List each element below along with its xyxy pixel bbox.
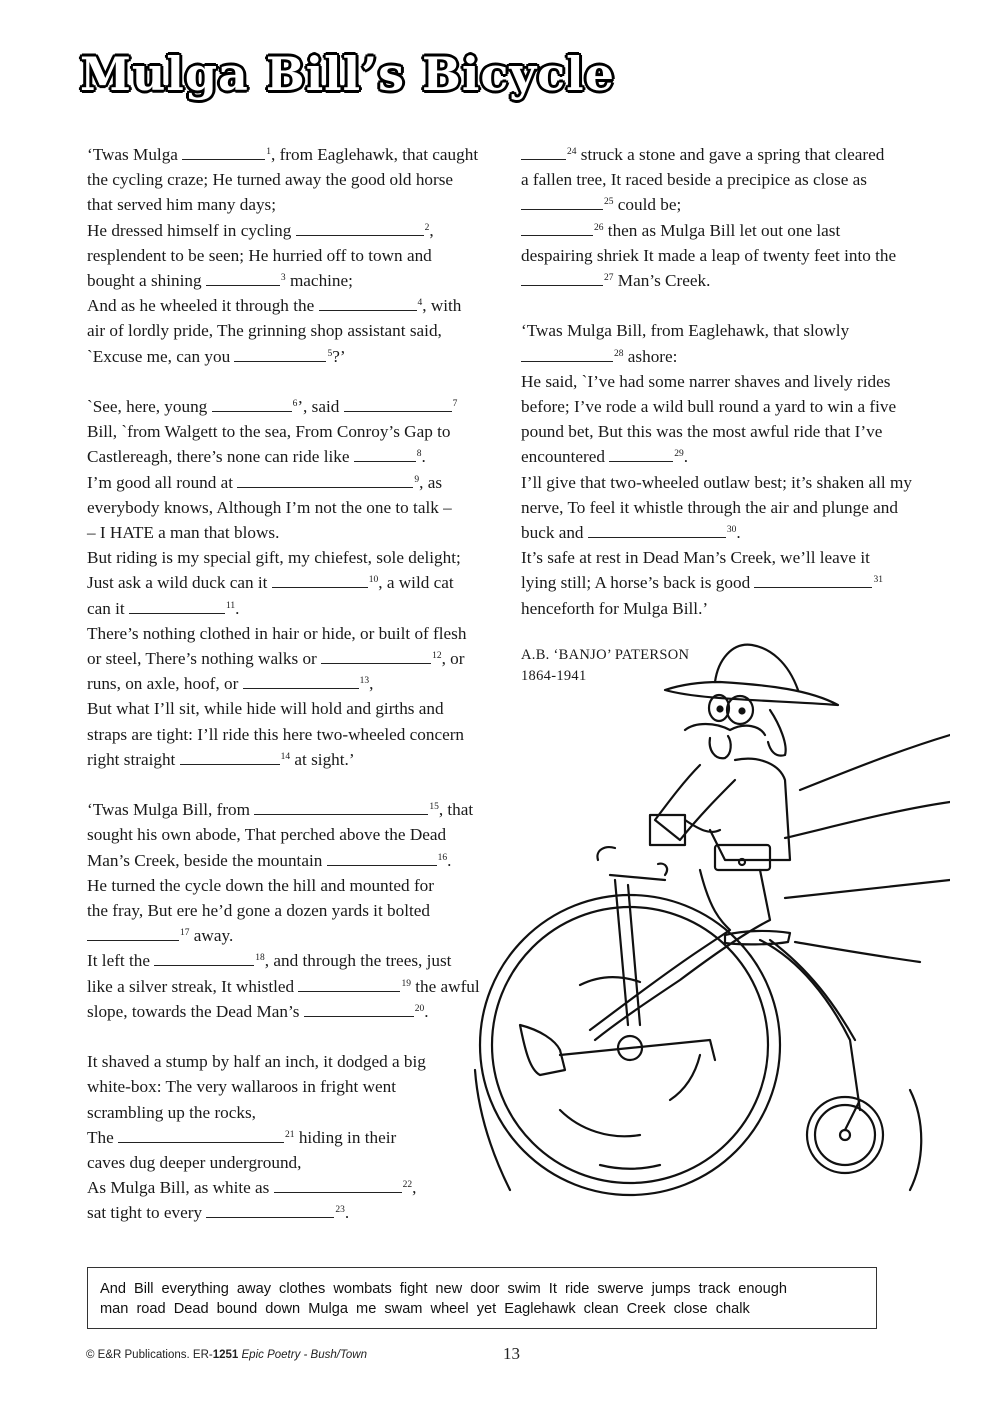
poem-text: then as Mulga Bill let out one last: [603, 220, 841, 240]
poem-line: [521, 142, 941, 167]
poem-line: [87, 1175, 507, 1200]
poem-text: the cycling craze; He turned away the good old horse: [87, 170, 454, 190]
poem-line: [87, 419, 507, 444]
word-bank-line-1: And Bill everything away clothes wombats fight new door swim It ride swerve jumps track enough: [100, 1281, 788, 1297]
blank-number: 10: [368, 575, 379, 586]
poem-line: [521, 268, 941, 293]
product-code: 1251: [212, 1349, 239, 1361]
poem-text: ‘Twas Mulga: [87, 145, 183, 164]
poem-text: Man’s Creek, beside the mountain: [87, 850, 327, 870]
poem-line: [521, 192, 941, 217]
fill-in-blank-2[interactable]: [296, 221, 424, 236]
poem-text: away.: [189, 926, 234, 946]
page-title: Mulga Bill’s Bicycle: [80, 47, 615, 101]
fill-in-blank-5[interactable]: [234, 347, 326, 362]
blank-number: 26: [594, 222, 604, 233]
poem-text: Bill, `from Walgett to the sea, From Conroy’s Gap to: [87, 422, 451, 442]
poem-stanza: [521, 142, 941, 293]
poem-text: that served him many days;: [87, 195, 277, 215]
poem-line: [87, 218, 507, 243]
poem-text: `See, here, young: [87, 397, 212, 417]
poem-text: .: [344, 1203, 350, 1223]
poem-stanza: [87, 142, 507, 369]
poem-text: `Excuse me, can you: [87, 346, 235, 366]
poem-text: .: [683, 447, 689, 467]
poem-text: ’, said: [297, 397, 344, 417]
poem-text: And as he wheeled it through the: [87, 296, 319, 316]
fill-in-blank-29[interactable]: [609, 447, 673, 462]
poem-text: resplendent to be seen; He hurried off to town and: [87, 245, 432, 265]
fill-in-blank-28[interactable]: [521, 347, 613, 362]
fill-in-blank-15[interactable]: [254, 800, 428, 815]
blank-number: 16: [437, 852, 448, 863]
poem-text: encountered: [521, 447, 610, 467]
series-title: Epic Poetry - Bush/Town: [241, 1349, 368, 1361]
fill-in-blank-10[interactable]: [272, 573, 368, 588]
poem-line: [521, 394, 941, 419]
poem-text: scrambling up the rocks,: [87, 1102, 256, 1122]
word-bank-line-2: man road Dead bound down Mulga me swam wheel yet Eaglehawk clean Creek close chalk: [100, 1300, 750, 1317]
poem-text: But riding is my special gift, my chiefest, sole delight;: [87, 548, 461, 568]
fill-in-blank-7[interactable]: [344, 397, 452, 412]
poem-line: [521, 444, 941, 469]
poem-line: [87, 948, 507, 973]
poem-text: ?’: [332, 346, 346, 366]
poem-line: [87, 621, 507, 646]
poem-line: [87, 318, 507, 343]
poem-text: , from Eaglehawk, that caught: [270, 145, 479, 164]
poem-line: [87, 495, 507, 520]
poem-line: [87, 243, 507, 268]
poem-text: lying still; A horse’s back is good: [521, 573, 755, 593]
blank-number: 22: [402, 1180, 413, 1191]
poem-text: everybody knows, Although I’m not the one to talk –: [87, 497, 452, 517]
poem-line: [87, 646, 507, 671]
poem-line: [87, 570, 507, 595]
fill-in-blank-18[interactable]: [154, 951, 254, 966]
poem-stanza: [87, 797, 507, 1024]
fill-in-blank-31[interactable]: [754, 573, 872, 588]
poem-line: [87, 192, 507, 217]
blank-number: 3: [280, 273, 286, 284]
poem-text: He dressed himself in cycling: [87, 220, 296, 240]
poem-text: ‘Twas Mulga Bill, from Eaglehawk, that slowly: [521, 321, 850, 341]
fill-in-blank-25[interactable]: [521, 195, 603, 210]
author-years: 1864-1941: [521, 668, 587, 684]
poem-line: [521, 167, 941, 192]
poem-text: right straight: [87, 749, 180, 769]
poem-line: [87, 545, 507, 570]
poem-text: the fray, But ere he’d gone a dozen yards it bolted: [87, 901, 430, 921]
poem-text: hiding in their: [294, 1127, 397, 1147]
poem-line: [87, 596, 507, 621]
poem-line: [521, 243, 941, 268]
poem-text: Just ask a wild duck can it: [87, 573, 272, 593]
poem-line: [521, 495, 941, 520]
poem-line: [87, 520, 507, 545]
fill-in-blank-22[interactable]: [274, 1178, 402, 1193]
fill-in-blank-11[interactable]: [129, 599, 225, 614]
poem-text: , with: [422, 296, 462, 316]
fill-in-blank-21[interactable]: [118, 1128, 284, 1143]
poem-text: machine;: [285, 271, 353, 291]
fill-in-blank-4[interactable]: [319, 296, 417, 311]
poem-line: [87, 848, 507, 873]
poem-line: [87, 898, 507, 923]
poem-line: [87, 873, 507, 898]
fill-in-blank-9[interactable]: [237, 473, 413, 488]
blank-number: 8: [416, 449, 422, 460]
page-number: 13: [503, 1344, 520, 1363]
mulga-bill-bicycle-illustration: [470, 630, 950, 1250]
poem-text: struck a stone and gave a spring that cleared: [576, 145, 885, 164]
poem-text: can it: [87, 598, 129, 618]
poem-line: [87, 797, 507, 822]
poem-text: It left the: [87, 951, 155, 971]
poem-text: air of lordly pride, The grinning shop assistant said,: [87, 321, 442, 341]
blank-number: 20: [414, 1003, 425, 1014]
blank-number: 18: [255, 953, 265, 964]
poem-text: before; I’ve rode a wild bull round a yard to win a five: [521, 397, 897, 417]
poem-line: [521, 520, 941, 545]
poem-text: ashore:: [623, 346, 678, 366]
poem-text: The: [87, 1127, 119, 1147]
poem-line: [521, 545, 941, 570]
poem-text: slope, towards the Dead Man’s: [87, 1001, 304, 1021]
word-bank-box: [87, 1267, 877, 1329]
poem-line: [87, 974, 507, 999]
poem-line: [87, 1150, 507, 1175]
poem-text: It’s safe at rest in Dead Man’s Creek, we’ll leave it: [521, 548, 870, 568]
blank-number: 19: [401, 978, 411, 989]
poem-text: at sight.’: [290, 749, 355, 769]
fill-in-blank-12[interactable]: [321, 649, 431, 664]
copyright-text: © E&R Publications. ER-: [86, 1349, 213, 1361]
poem-text: .: [235, 598, 240, 618]
poem-line: [521, 344, 941, 369]
blank-number: 13: [359, 676, 370, 687]
blank-number: 23: [335, 1205, 345, 1216]
poem-stanza: [521, 318, 941, 620]
fill-in-blank-27[interactable]: [521, 271, 603, 286]
poem-text: , and through the trees, just: [264, 951, 452, 971]
fill-in-blank-17[interactable]: [87, 926, 179, 941]
blank-number: 12: [432, 651, 442, 662]
poem-line: [521, 596, 941, 621]
poem-text: ,: [429, 220, 434, 240]
fill-in-blank-24[interactable]: [521, 145, 566, 160]
blank-number: 17: [180, 928, 190, 939]
poem-line: [87, 142, 507, 167]
poem-text: I’m good all round at: [87, 472, 238, 492]
poem-text: He turned the cycle down the hill and mounted for: [87, 875, 434, 895]
poem-text: ‘Twas Mulga Bill, from: [87, 800, 255, 820]
poem-text: , as: [419, 472, 443, 492]
poem-text: It shaved a stump by half an inch, it dodged a big: [87, 1052, 426, 1072]
poem-text: like a silver streak, It whistled: [87, 976, 299, 996]
poem-line: [87, 822, 507, 847]
poem-line: [87, 923, 507, 948]
poem-text: sought his own abode, That perched above the Dead: [87, 825, 447, 845]
fill-in-blank-16[interactable]: [327, 851, 437, 866]
blank-number: 4: [417, 298, 423, 309]
blank-number: 5: [327, 348, 333, 359]
fill-in-blank-14[interactable]: [180, 750, 280, 765]
poem-text: As Mulga Bill, as white as: [87, 1178, 274, 1198]
blank-number: 28: [614, 348, 624, 359]
blank-number: 25: [604, 197, 614, 208]
poem-text: bought a shining: [87, 271, 206, 291]
fill-in-blank-8[interactable]: [354, 447, 416, 462]
poem-stanza: [87, 394, 507, 772]
poem-text: caves dug deeper underground,: [87, 1153, 302, 1173]
fill-in-blank-30[interactable]: [588, 523, 726, 538]
blank-number: 11: [226, 600, 236, 611]
footer-copyright: [86, 1349, 367, 1361]
poem-line: [87, 1049, 507, 1074]
poem-text: .: [736, 523, 741, 543]
poem-line: [87, 671, 507, 696]
poem-line: [87, 1100, 507, 1125]
blank-number: 29: [674, 449, 684, 460]
poem-text: – I HATE a man that blows.: [87, 523, 280, 543]
fill-in-blank-6[interactable]: [212, 397, 292, 412]
blank-number: 31: [873, 575, 883, 586]
blank-number: 27: [604, 273, 614, 284]
poem-line: [87, 268, 507, 293]
poem-stanza: [87, 1049, 507, 1225]
poem-text: Man’s Creek.: [613, 271, 711, 291]
fill-in-blank-26[interactable]: [521, 221, 593, 236]
poem-line: [521, 570, 941, 595]
poem-text: could be;: [613, 195, 682, 215]
fill-in-blank-20[interactable]: [304, 1002, 414, 1017]
fill-in-blank-1[interactable]: [182, 145, 265, 160]
poem-line: [87, 1074, 507, 1099]
poem-text: white-box: The very wallaroos in fright went: [87, 1077, 396, 1097]
poem-text: or steel, There’s nothing walks or: [87, 649, 322, 669]
poem-line: [521, 470, 941, 495]
poem-text: sat tight to every: [87, 1203, 207, 1223]
fill-in-blank-23[interactable]: [206, 1203, 334, 1218]
blank-number: 9: [414, 474, 420, 485]
poem-line: [87, 293, 507, 318]
blank-number: 21: [285, 1129, 295, 1140]
poem-line: [87, 470, 507, 495]
blank-number: 7: [452, 399, 458, 410]
poem-text: despairing shriek It made a leap of twenty feet into the: [521, 245, 897, 265]
poem-text: runs, on axle, hoof, or: [87, 674, 243, 694]
poem-text: buck and: [521, 523, 588, 543]
poem-text: nerve, To feel it whistle through the air and plunge and: [521, 497, 898, 517]
fill-in-blank-19[interactable]: [298, 977, 400, 992]
blank-number: 6: [292, 399, 298, 410]
poem-line: [87, 394, 507, 419]
poem-text: .: [447, 850, 452, 870]
poem-text: But what I’ll sit, while hide will hold and girths and: [87, 699, 444, 719]
poem-text: He said, `I’ve had some narrer shaves and lively rides: [521, 371, 891, 391]
poem-text: pound bet, But this was the most awful ride that I’ve: [521, 422, 883, 442]
poem-text: the awful: [410, 976, 480, 996]
poem-text: , that: [438, 800, 474, 820]
poem-text: I’ll give that two-wheeled outlaw best; it’s shaken all my: [521, 472, 912, 492]
poem-text: Castlereagh, there’s none can ride like: [87, 447, 354, 467]
poem-line: [87, 444, 507, 469]
poem-line: [87, 167, 507, 192]
blank-number: 15: [429, 802, 439, 813]
poem-text: .: [424, 1001, 429, 1021]
poem-right-column: [521, 142, 941, 646]
blank-number: 14: [280, 751, 291, 762]
poem-line: [87, 1200, 507, 1225]
poem-line: [521, 218, 941, 243]
poem-line: [87, 747, 507, 772]
poem-text: , a wild cat: [378, 573, 454, 593]
poem-line: [87, 1125, 507, 1150]
author-name: A.B. ‘BANJO’ PATERSON: [521, 647, 690, 663]
poem-text: There’s nothing clothed in hair or hide, or built of flesh: [87, 623, 467, 643]
poem-text: ,: [369, 674, 374, 694]
blank-number: 1: [266, 147, 271, 157]
poem-line: [87, 344, 507, 369]
poem-text: straps are tight: I’ll ride this here two-wheeled concern: [87, 724, 465, 744]
poem-line: [87, 696, 507, 721]
poem-text: henceforth for Mulga Bill.’: [521, 598, 709, 618]
poem-text: ,: [412, 1178, 417, 1198]
fill-in-blank-13[interactable]: [243, 674, 359, 689]
poem-text: , or: [441, 649, 465, 669]
fill-in-blank-3[interactable]: [206, 271, 280, 286]
poem-text: .: [421, 447, 426, 467]
blank-number: 24: [567, 147, 577, 157]
poem-line: [521, 318, 941, 343]
blank-number: 30: [726, 525, 737, 536]
poem-line: [87, 999, 507, 1024]
poem-left-column: [87, 142, 507, 1251]
poem-line: [87, 722, 507, 747]
blank-number: 2: [424, 222, 430, 233]
poem-line: [521, 419, 941, 444]
poem-text: a fallen tree, It raced beside a precipice as close as: [521, 170, 867, 190]
poem-line: [521, 369, 941, 394]
